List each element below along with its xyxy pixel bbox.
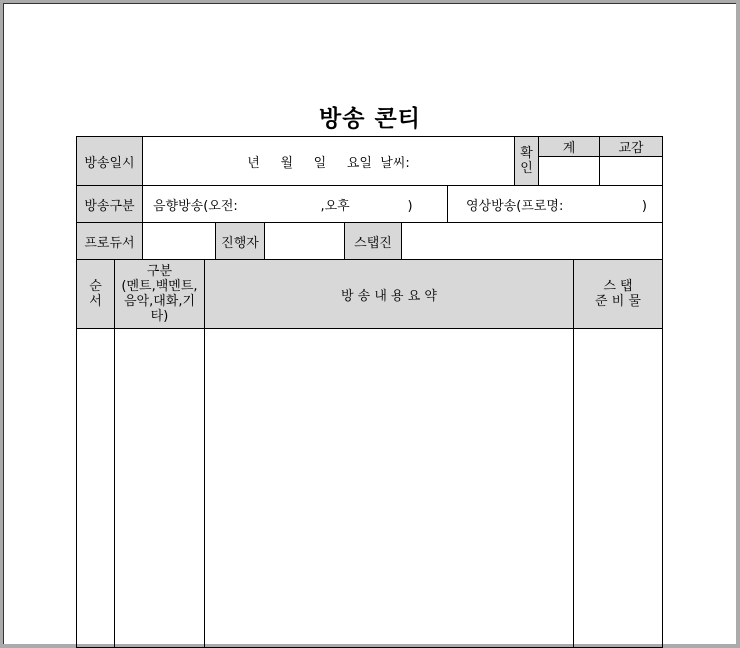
category-column-body[interactable] — [114, 328, 205, 648]
broadcast-datetime-field[interactable]: 년 월 일 요일 날씨: — [142, 136, 515, 186]
producer-field[interactable] — [142, 222, 216, 260]
confirm-label: 확 인 — [514, 136, 539, 186]
audio-broadcast-field[interactable]: 음향방송(오전: ,오후 ) — [142, 185, 448, 223]
staff-field[interactable] — [401, 222, 663, 260]
approver-vice-principal-label: 교감 — [599, 136, 663, 157]
col-header-props: 스 탭 준 비 물 — [573, 259, 663, 329]
col-header-order: 순 서 — [76, 259, 115, 329]
document-title: 방송 콘티 — [319, 106, 421, 132]
approver-staff-signature[interactable] — [538, 156, 600, 186]
props-column-body[interactable] — [573, 328, 663, 648]
order-column-body[interactable] — [76, 328, 115, 648]
host-field[interactable] — [264, 222, 345, 260]
col-header-category: 구분 (멘트,백멘트, 음악,대화,기 타) — [114, 259, 205, 329]
video-broadcast-field[interactable]: 영상방송(프로명: ) — [447, 185, 663, 223]
col-header-summary: 방 송 내 용 요 약 — [204, 259, 574, 329]
broadcast-datetime-label: 방송일시 — [76, 136, 143, 186]
approver-vice-principal-signature[interactable] — [599, 156, 663, 186]
staff-label: 스탭진 — [344, 222, 402, 260]
producer-label: 프로듀서 — [76, 222, 143, 260]
broadcast-type-label: 방송구분 — [76, 185, 143, 223]
broadcast-form — [76, 136, 663, 646]
summary-column-body[interactable] — [204, 328, 574, 648]
approver-staff-label: 계 — [538, 136, 600, 157]
host-label: 진행자 — [215, 222, 265, 260]
